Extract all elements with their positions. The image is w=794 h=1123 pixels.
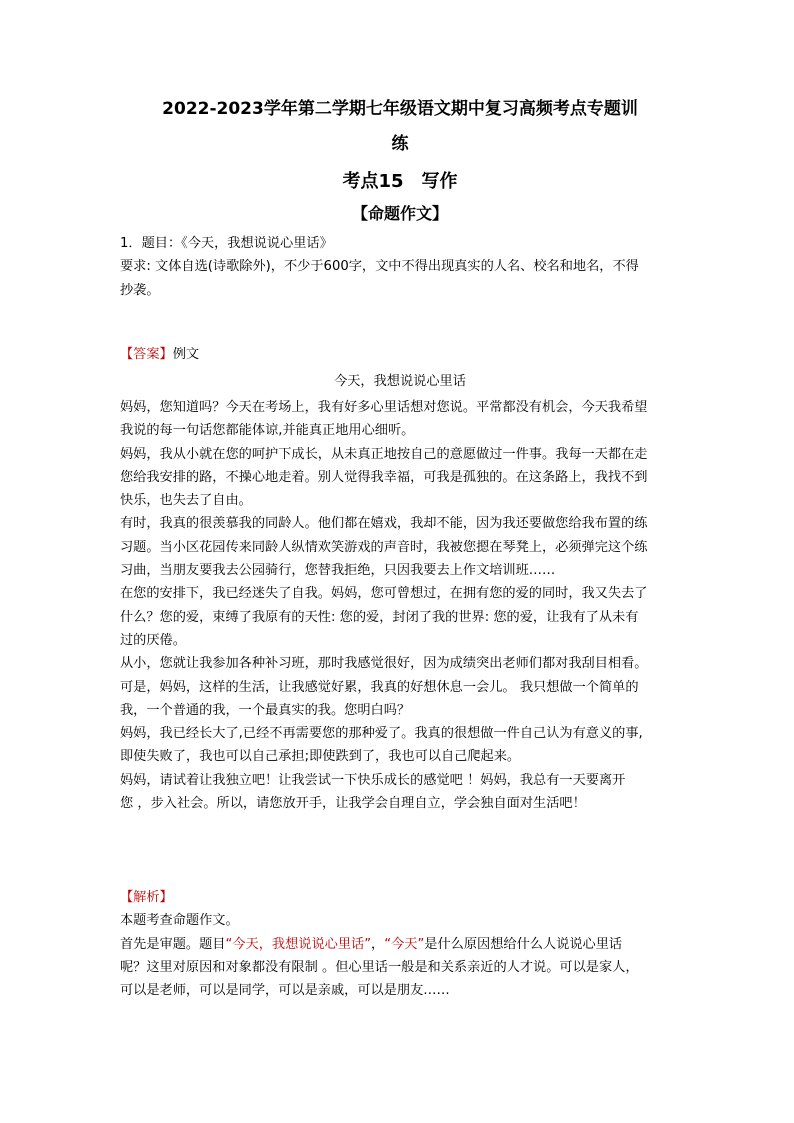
essay-line: 您给我安排的路，不操心地走着。别人觉得我幸福，可我是孤独的。在这条路上，我找不到 <box>120 469 648 485</box>
quoted-keyword: “今天” <box>384 936 425 952</box>
topic-heading: 考点15 写作 <box>342 171 458 192</box>
essay-line: 妈妈，请试着让我独立吧！让我尝试一下快乐成长的感觉吧 ！妈妈，我总有一天要离开 <box>120 772 626 788</box>
question-block <box>120 232 680 302</box>
essay-line: 在您的安排下，我已经迷失了自我。妈妈，您可曾想过，在拥有您的爱的同时，我又失去了 <box>120 586 648 602</box>
question-requirement-line-2: 抄袭。 <box>120 282 160 298</box>
question-title: 1．题目：《今天，我想说说心里话》 <box>120 236 333 251</box>
essay-line: 快乐，也失去了自由。 <box>120 493 252 509</box>
essay-line: 有时，我真的很羡慕我的同龄人。他们都在嬉戏，我却不能，因为我还要做您给我布置的练 <box>120 516 648 532</box>
essay-title: 今天，我想说说心里话 <box>334 374 466 389</box>
analysis-line-1: 本题考查命题作文。 <box>120 913 239 929</box>
essay-body <box>120 396 680 815</box>
essay-line: 我，一个普通的我，一个最真实的我。您明白吗？ <box>120 702 411 718</box>
essay-line: 即使失败了，我也可以自己承担;即使跌到了，我也可以自己爬起来。 <box>120 749 521 765</box>
answer-label-suffix: 例文 <box>172 347 200 362</box>
essay-line: 妈妈，我从小就在您的呵护下成长，从未真正地按自己的意愿做过一件事。我每一天都在走 <box>120 446 648 462</box>
essay-line: 可是，妈妈，这样的生活，让我感觉好累，我真的好想休息一会儿。 我只想做一个简单的 <box>120 679 639 695</box>
essay-line: 习曲，当朋友要我去公园骑行，您替我拒绝，只因我要去上作文培训班…… <box>120 563 556 579</box>
quoted-title: “今天，我想说说心里话” <box>225 936 372 952</box>
section-heading: 【命题作文】 <box>351 204 448 223</box>
essay-line: 妈妈，您知道吗？今天在考场上，我有好多心里话想对您说。平常都没有机会，今天我希望 <box>120 400 648 415</box>
question-requirement-line-1: 要求: 文体自选(诗歌除外)，不少于600字，文中不得出现真实的人名、校名和地名，不得 <box>120 259 639 275</box>
analysis-line-3: 呢？这里对原因和对象都没有限制 。但心里话一般是和关系亲近的人才说。可以是家人， <box>120 959 639 975</box>
answer-label-line <box>120 343 680 366</box>
document-title-line-2: 练 <box>391 134 409 154</box>
essay-line: 妈妈，我已经长大了,已经不再需要您的那种爱了。我真的很想做一件自己认为有意义的事, <box>120 726 643 742</box>
analysis-line-4: 可以是老师，可以是同学，可以是亲戚，可以是朋友…… <box>120 983 450 999</box>
essay-line: 过的厌倦。 <box>120 632 186 648</box>
essay-line: 习题。当小区花园传来同龄人纵情欢笑游戏的声音时，我被您摁在琴凳上，必须弹完这个练 <box>120 539 648 555</box>
document-title-line-1: 2022-2023学年第二学期七年级语文期中复习高频考点专题训 <box>162 99 638 119</box>
analysis-text: 首先是审题。题目 <box>120 936 226 952</box>
essay-line: 我说的每一句话您都能体谅,并能真正地用心细听。 <box>120 423 415 439</box>
essay-line: 什么？您的爱，束缚了我原有的天性: 您的爱，封闭了我的世界: 您的爱，让我有了从未有 <box>120 609 639 625</box>
essay-line: 从小，您就让我参加各种补习班，那时我感觉很好，因为成绩突出老师们都对我刮目相看。 <box>120 656 648 672</box>
analysis-text: ， <box>371 936 385 952</box>
analysis-label: 【解析】 <box>120 890 173 905</box>
analysis-text: 是什么原因想给什么人说说心里话 <box>424 936 623 952</box>
answer-label: 【答案】 <box>120 347 173 362</box>
essay-line: 您 ，步入社会。所以，请您放开手，让我学会自理自立，学会独自面对生活吧！ <box>120 796 586 812</box>
analysis-block <box>120 886 680 1002</box>
analysis-line-2 <box>120 933 680 956</box>
